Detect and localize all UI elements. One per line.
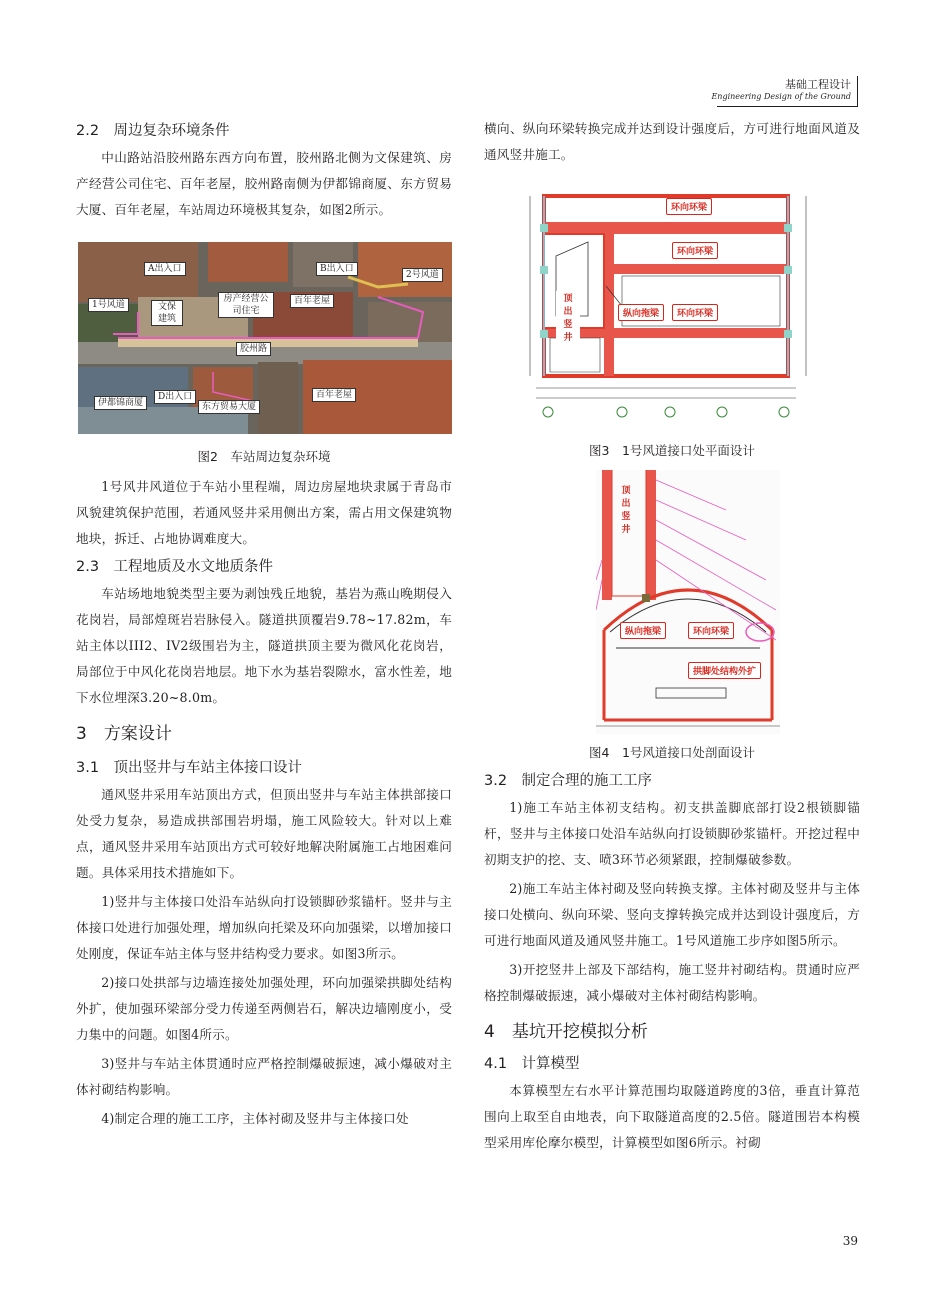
paragraph: 车站场地地貌类型主要为剥蚀残丘地貌，基岩为燕山晚期侵入花岗岩，局部煌斑岩岩脉侵入。隧道拱顶覆岩9.78~17.82m，车站主体以III2、IV2级围岩为主，隧道拱顶主要为微风化花岗岩，局部位于中风化花岗岩地层。地下水为基岩裂隙水，富水性差，地下水位埋深3.20~8.0m。 xyxy=(76,586,452,705)
journal-title-en: Engineering Design of the Ground xyxy=(711,92,851,101)
section-3-2-title: 3.2 制定合理的施工工序 xyxy=(484,773,653,789)
paragraph: 1号风井风道位于车站小里程端，周边房屋地块隶属于青岛市风貌建筑保护范围，若通风竖井采用侧出方案，需占用文保建筑物地块，拆迁、占地协调难度大。 xyxy=(76,479,452,546)
label-yidujin: 伊都锦商厦 xyxy=(94,396,147,410)
label-d-exit: D出入口 xyxy=(154,390,196,404)
paragraph: 2)接口处拱部与边墙连接处加强处理，环向加强梁拱脚处结构外扩，使加强环梁部分受力传递至两侧岩石，解决边墙刚度小，受力集中的问题。如图4所示。 xyxy=(76,975,452,1042)
label-ring-beam-3: 环向环梁 xyxy=(672,304,718,321)
paragraph: 1)施工车站主体初支结构。初支拱盖脚底部打设2根锁脚锚杆，竖井与主体接口处沿车站纵向打设锁脚砂浆锚杆。开挖过程中初期支护的挖、支、喷3环节必须紧跟，控制爆破参数。 xyxy=(484,800,860,867)
label-a-exit: A出入口 xyxy=(144,262,186,276)
label-b-exit: B出入口 xyxy=(316,262,358,276)
label-arch-foot-expansion: 拱脚处结构外扩 xyxy=(688,662,761,679)
paragraph: 通风竖井采用车站顶出方式，但顶出竖井与车站主体拱部接口处受力复杂，易造成拱部围岩坍塌，施工风险较大。针对以上难点，通风竖井采用车站顶出方式可较好地解决附属施工占地困难问题。具体采用技术措施如下。 xyxy=(76,787,452,880)
label-old-house-2: 百年老屋 xyxy=(312,388,356,402)
section-4-title: 4 基坑开挖模拟分析 xyxy=(484,1022,648,1042)
label-ring-beam-1: 环向环梁 xyxy=(666,198,712,215)
paragraph: 中山路站沿胶州路东西方向布置，胶州路北侧为文保建筑、房产经营公司住宅、百年老屋，胶州路南侧为伊都锦商厦、东方贸易大厦、百年老屋，车站周边环境极其复杂，如图2所示。 xyxy=(76,150,452,217)
label-duct-2: 2号风道 xyxy=(402,268,443,282)
label-housing: 房产经营公司住宅 xyxy=(218,292,274,318)
label-longitudinal-beam: 纵向拖梁 xyxy=(618,304,664,321)
section-3-title: 3 方案设计 xyxy=(76,724,172,744)
figure-4-section-drawing xyxy=(596,470,780,734)
label-road: 胶州路 xyxy=(236,342,271,356)
paragraph: 2)施工车站主体衬砌及竖向转换支撑。主体衬砌及竖井与主体接口处横向、纵向环梁、竖向支撑转换完成并达到设计强度后，方可进行地面风道及通风竖井施工。1号风道施工步序如图5所示。 xyxy=(484,881,860,948)
figure-3-plan-drawing xyxy=(526,186,822,422)
figure-4-caption: 图4 1号风道接口处剖面设计 xyxy=(589,745,755,760)
right-column-top xyxy=(484,116,860,168)
label-ring-beam-2: 环向环梁 xyxy=(672,242,718,259)
label-ring-beam: 环向环梁 xyxy=(688,622,734,639)
label-longitudinal-beam: 纵向拖梁 xyxy=(620,622,666,639)
label-old-house-1: 百年老屋 xyxy=(290,294,334,308)
paragraph: 4)制定合理的施工工序，主体衬砌及竖井与主体接口处 xyxy=(101,1111,409,1126)
right-column-lower xyxy=(484,770,860,1156)
section-2-2-title: 2.2 周边复杂环境条件 xyxy=(76,123,230,139)
left-column xyxy=(76,120,452,223)
label-duct-1: 1号风道 xyxy=(88,298,129,312)
left-column-lower xyxy=(76,474,452,1132)
figure-2-caption: 图2 车站周边复杂环境 xyxy=(197,449,331,464)
label-jacked-shaft: 顶出竖井 xyxy=(556,290,580,344)
section-4-1-title: 4.1 计算模型 xyxy=(484,1056,580,1072)
paragraph: 横向、纵向环梁转换完成并达到设计强度后，方可进行地面风道及通风竖井施工。 xyxy=(484,121,860,162)
paragraph: 3)竖井与车站主体贯通时应严格控制爆破振速，减小爆破对主体衬砌结构影响。 xyxy=(76,1056,452,1097)
figure-2-aerial-photo xyxy=(78,242,452,434)
paragraph: 本算模型左右水平计算范围均取隧道跨度的3倍，垂直计算范围向上取至自由地表，向下取隧道高度的2.5倍。隧道围岩本构模型采用库伦摩尔模型，计算模型如图6所示。衬砌 xyxy=(484,1083,860,1150)
figure-3-caption: 图3 1号风道接口处平面设计 xyxy=(589,443,755,458)
label-jacked-shaft: 顶出竖井 xyxy=(621,486,631,535)
page-number: 39 xyxy=(842,1234,858,1248)
journal-title-cn: 基础工程设计 xyxy=(785,78,851,91)
running-header xyxy=(711,76,858,107)
paragraph: 1)竖井与主体接口处沿车站纵向打设锁脚砂浆锚杆。竖井与主体接口处进行加强处理，增加纵向托梁及环向加强梁，以增加接口处刚度，保证车站主体与竖井结构受力要求。如图3所示。 xyxy=(76,894,452,961)
label-wenbao: 文保建筑 xyxy=(151,300,183,326)
section-3-1-title: 3.1 顶出竖井与车站主体接口设计 xyxy=(76,760,303,776)
paragraph: 3)开挖竖井上部及下部结构，施工竖井衬砌结构。贯通时应严格控制爆破振速，减小爆破对主体衬砌结构影响。 xyxy=(484,962,860,1003)
label-dongfang: 东方贸易大厦 xyxy=(198,400,260,414)
section-2-3-title: 2.3 工程地质及水文地质条件 xyxy=(76,559,274,575)
